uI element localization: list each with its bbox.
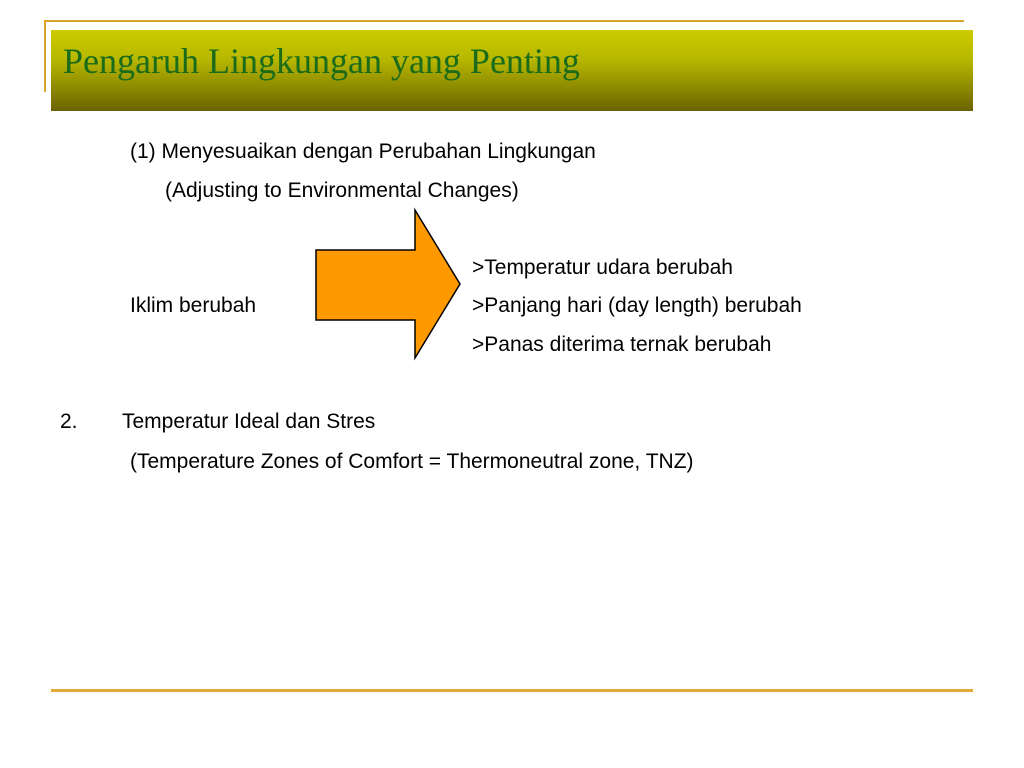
section1-heading: (1) Menyesuaikan dengan Perubahan Lingkungan	[130, 140, 596, 163]
section2-number: 2.	[60, 410, 78, 433]
section2-heading: Temperatur Ideal dan Stres	[122, 410, 376, 433]
effect-item: >Temperatur udara berubah	[472, 256, 733, 279]
cause-label: Iklim berubah	[130, 294, 257, 317]
right-arrow-icon	[313, 208, 463, 360]
effect-item: >Panjang hari (day length) berubah	[472, 294, 802, 317]
slide-title: Pengaruh Lingkungan yang Penting	[63, 41, 580, 81]
bottom-rule	[51, 689, 973, 692]
section1-subheading: (Adjusting to Environmental Changes)	[165, 179, 519, 202]
effect-item: >Panas diterima ternak berubah	[472, 333, 772, 356]
frame-left-line	[44, 20, 46, 92]
section2-subheading: (Temperature Zones of Comfort = Thermoneutral zone, TNZ)	[130, 450, 694, 473]
frame-top-line	[44, 20, 964, 22]
